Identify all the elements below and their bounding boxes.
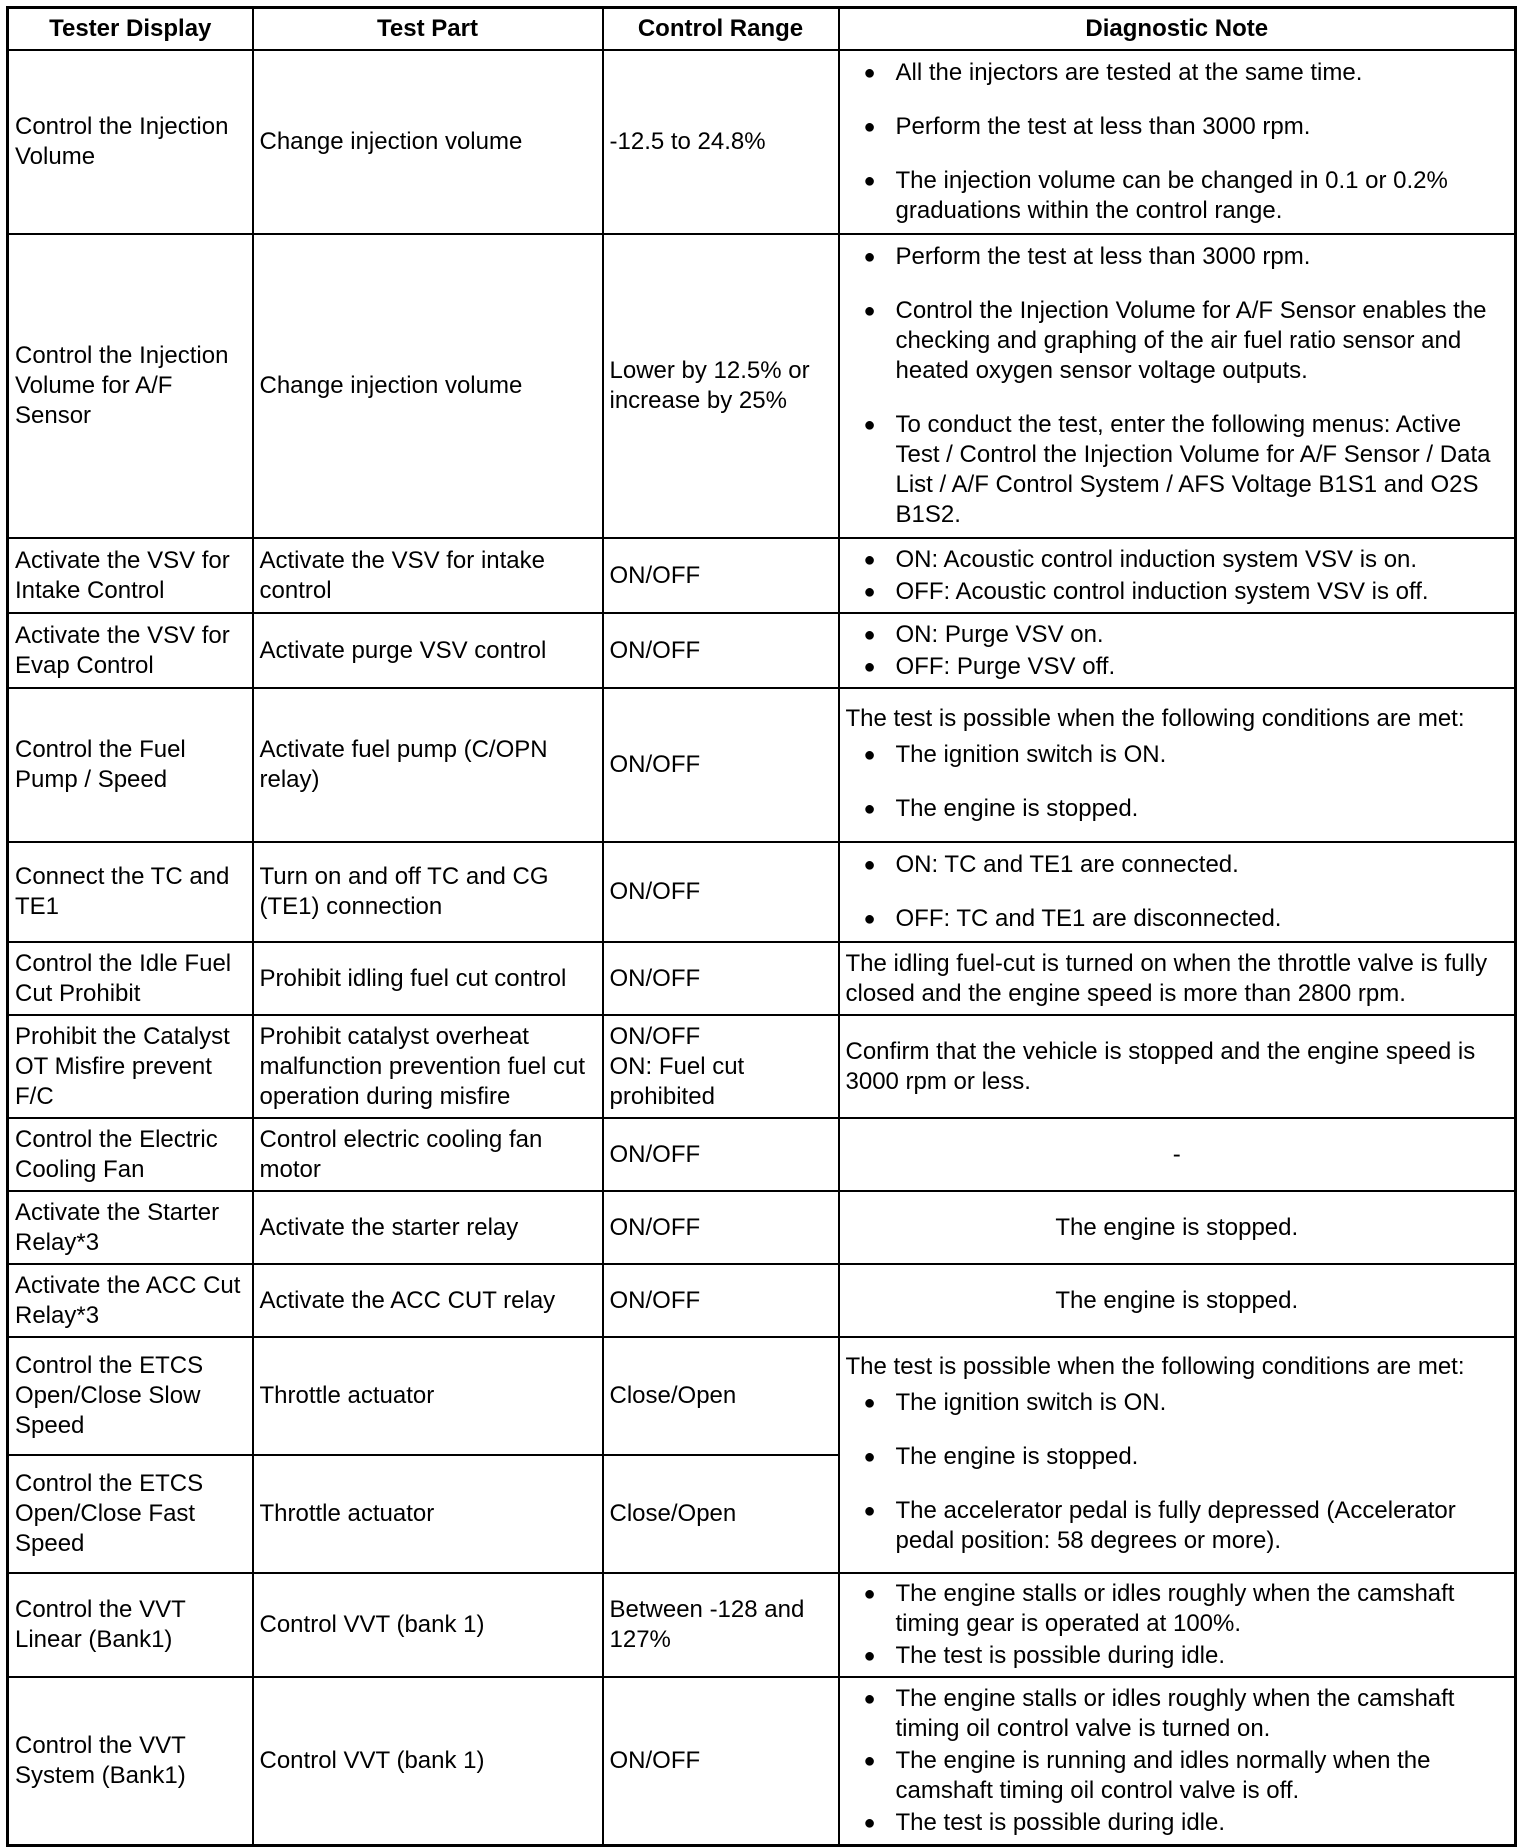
note-list [846,620,1509,682]
note-list [846,1388,1509,1556]
tester-display-cell: Control the ETCS Open/Close Fast Speed [8,1455,253,1573]
note-item: ● OFF: Acoustic control induction system VSV is off. [846,577,1509,607]
control-range-cell: ON/OFF [603,1677,839,1845]
test-part-cell: Control VVT (bank 1) [253,1573,603,1677]
header-test-part: Test Part [253,8,603,51]
tester-display-cell: Control the Injection Volume [8,50,253,234]
test-part-cell: Throttle actuator [253,1337,603,1455]
diagnostic-note-cell [839,842,1516,942]
table-row [8,842,1516,942]
note-intro: The test is possible when the following conditions are met: [845,1353,1465,1380]
diagnostic-note-cell: The engine is stopped. [839,1191,1516,1264]
test-part-cell: Control VVT (bank 1) [253,1677,603,1845]
test-part-cell: Activate purge VSV control [253,613,603,688]
note-item: ● The ignition switch is ON. [846,1388,1509,1418]
note-item: ● The test is possible during idle. [846,1641,1509,1671]
test-part-cell: Activate fuel pump (C/OPN relay) [253,688,603,842]
test-part-cell: Control electric cooling fan motor [253,1118,603,1191]
note-item: ● The engine is stopped. [846,794,1509,824]
test-part-cell: Activate the ACC CUT relay [253,1264,603,1337]
note-item: ● OFF: TC and TE1 are disconnected. [846,904,1509,934]
control-range-cell: Between -128 and 127% [603,1573,839,1677]
test-part-cell: Change injection volume [253,50,603,234]
note-list [846,242,1509,530]
tester-display-cell: Activate the Starter Relay*3 [8,1191,253,1264]
tester-display-cell: Control the Idle Fuel Cut Prohibit [8,942,253,1015]
tester-display-cell: Activate the ACC Cut Relay*3 [8,1264,253,1337]
diagnostic-note-cell [839,688,1516,842]
note-item: ● The ignition switch is ON. [846,740,1509,770]
diagnostic-note-cell [839,1337,1516,1573]
control-range-cell: ON/OFF [603,688,839,842]
test-part-cell: Throttle actuator [253,1455,603,1573]
diagnostic-note-cell [839,1573,1516,1677]
table-row [8,538,1516,613]
table-row [8,942,1516,1015]
table-row [8,688,1516,842]
active-test-table-container [6,6,1514,1847]
test-part-cell: Activate the VSV for intake control [253,538,603,613]
tester-display-cell: Activate the VSV for Intake Control [8,538,253,613]
note-intro: The test is possible when the following conditions are met: [845,705,1465,732]
control-range-cell: ON/OFF [603,1264,839,1337]
table-row [8,1573,1516,1677]
tester-display-cell: Control the VVT Linear (Bank1) [8,1573,253,1677]
table-row [8,1677,1516,1845]
note-item: ● Control the Injection Volume for A/F Sensor enables the checking and graphing of the air fuel ratio sensor and heated oxygen sensor voltage outputs. [846,296,1509,386]
diagnostic-note-cell [839,538,1516,613]
control-range-cell: ON/OFF [603,613,839,688]
note-list [846,740,1509,824]
diagnostic-note-cell [839,1677,1516,1845]
tester-display-cell: Control the Fuel Pump / Speed [8,688,253,842]
test-part-cell: Change injection volume [253,234,603,538]
tester-display-cell: Prohibit the Catalyst OT Misfire prevent F/C [8,1015,253,1118]
note-item: ● OFF: Purge VSV off. [846,652,1509,682]
tester-display-cell: Control the Injection Volume for A/F Sensor [8,234,253,538]
note-item: ● The injection volume can be changed in 0.1 or 0.2% graduations within the control range. [846,166,1509,226]
note-list [846,1579,1509,1671]
control-range-cell: ON/OFF [603,1118,839,1191]
test-part-cell: Prohibit catalyst overheat malfunction prevention fuel cut operation during misfire [253,1015,603,1118]
control-range-cell [603,1015,839,1118]
table-row [8,613,1516,688]
tester-display-cell: Activate the VSV for Evap Control [8,613,253,688]
tester-display-cell: Control the VVT System (Bank1) [8,1677,253,1845]
diagnostic-note-cell: The engine is stopped. [839,1264,1516,1337]
note-list [846,850,1509,934]
control-range-line: ON/OFF [609,1022,701,1050]
control-range-cell: -12.5 to 24.8% [603,50,839,234]
note-item: ● The accelerator pedal is fully depressed (Accelerator pedal position: 58 degrees or more). [846,1496,1509,1556]
diagnostic-note-cell [839,613,1516,688]
control-range-cell: ON/OFF [603,942,839,1015]
note-item: ● Perform the test at less than 3000 rpm. [846,112,1509,142]
tester-display-cell: Connect the TC and TE1 [8,842,253,942]
note-item: ● All the injectors are tested at the same time. [846,58,1509,88]
note-list [846,545,1509,607]
table-row [8,1264,1516,1337]
control-range-cell: Close/Open [603,1455,839,1573]
control-range-line: ON: Fuel cut prohibited [609,1052,745,1110]
header-control-range: Control Range [603,8,839,51]
note-list [846,58,1509,226]
table-row [8,50,1516,234]
note-item: ● ON: Acoustic control induction system VSV is on. [846,545,1509,575]
diagnostic-note-cell: Confirm that the vehicle is stopped and the engine speed is 3000 rpm or less. [839,1015,1516,1118]
diagnostic-note-cell: - [839,1118,1516,1191]
note-item: ● The engine is running and idles normally when the camshaft timing oil control valve is off. [846,1746,1509,1806]
header-diagnostic-note: Diagnostic Note [839,8,1516,51]
note-item: ● The test is possible during idle. [846,1808,1509,1838]
control-range-cell: ON/OFF [603,538,839,613]
test-part-cell: Activate the starter relay [253,1191,603,1264]
note-item: ● To conduct the test, enter the following menus: Active Test / Control the Injection Volume for A/F Sensor / Data List / A/F Control System / AFS Voltage B1S1 and O2S B1S2. [846,410,1509,530]
note-item: ● The engine is stopped. [846,1442,1509,1472]
control-range-cell: Lower by 12.5% or increase by 25% [603,234,839,538]
header-tester-display: Tester Display [8,8,253,51]
note-item: ● The engine stalls or idles roughly when the camshaft timing gear is operated at 100%. [846,1579,1509,1639]
note-item: ● ON: TC and TE1 are connected. [846,850,1509,880]
active-test-table [6,6,1517,1847]
note-list [846,1684,1509,1838]
note-item: ● Perform the test at less than 3000 rpm. [846,242,1509,272]
table-row [8,1118,1516,1191]
tester-display-cell: Control the ETCS Open/Close Slow Speed [8,1337,253,1455]
table-row [8,1191,1516,1264]
table-row [8,1337,1516,1455]
diagnostic-note-cell [839,50,1516,234]
note-item: ● ON: Purge VSV on. [846,620,1509,650]
diagnostic-note-cell [839,234,1516,538]
table-row [8,234,1516,538]
diagnostic-note-cell: The idling fuel-cut is turned on when the throttle valve is fully closed and the engine speed is more than 2800 rpm. [839,942,1516,1015]
control-range-cell: ON/OFF [603,1191,839,1264]
test-part-cell: Prohibit idling fuel cut control [253,942,603,1015]
tester-display-cell: Control the Electric Cooling Fan [8,1118,253,1191]
header-row [8,8,1516,51]
control-range-cell: Close/Open [603,1337,839,1455]
note-item: ● The engine stalls or idles roughly when the camshaft timing oil control valve is turned on. [846,1684,1509,1744]
control-range-cell: ON/OFF [603,842,839,942]
table-row [8,1015,1516,1118]
test-part-cell: Turn on and off TC and CG (TE1) connection [253,842,603,942]
